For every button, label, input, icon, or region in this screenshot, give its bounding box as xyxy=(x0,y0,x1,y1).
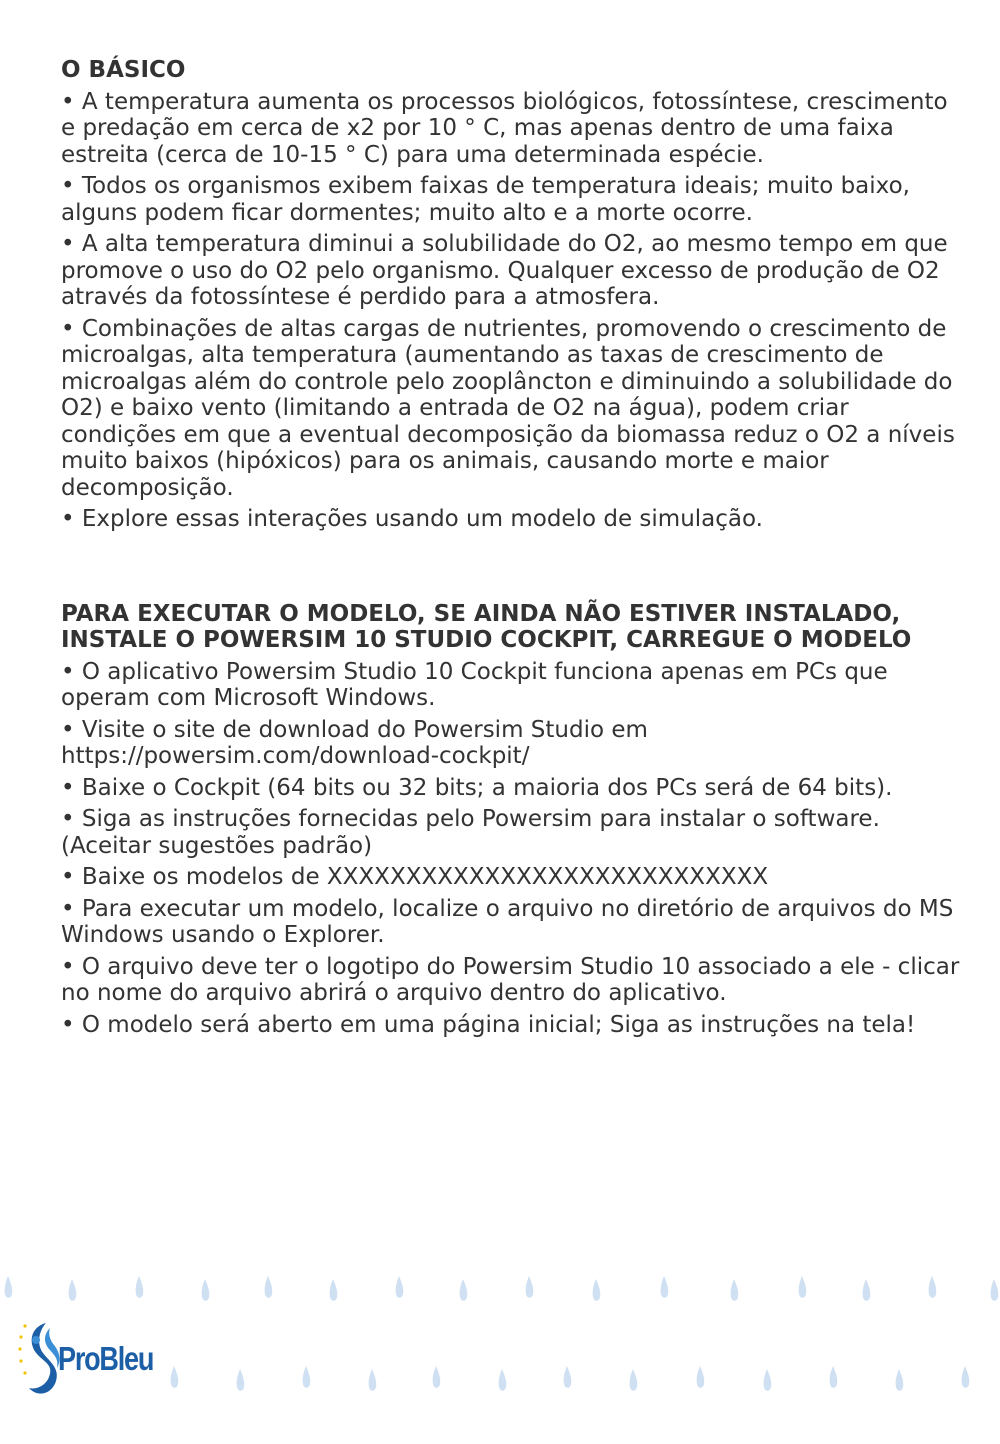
bullet-paragraph: • O aplicativo Powersim Studio 10 Cockpit funciona apenas em PCs que operam com Microsoft Windows. xyxy=(61,658,888,711)
water-drop-icon xyxy=(303,1366,311,1388)
water-drop-icon xyxy=(564,1366,572,1388)
bullet-paragraph: • Baixe os modelos de XXXXXXXXXXXXXXXXXXXXXXXXXXXX xyxy=(61,864,769,890)
water-drop-icon xyxy=(202,1279,210,1301)
section-run-model xyxy=(61,601,966,1039)
bullet-paragraph: • Explore essas interações usando um modelo de simulação. xyxy=(61,506,763,532)
water-drop-icon xyxy=(962,1366,970,1388)
document-body xyxy=(61,57,966,1038)
water-drop-icon xyxy=(69,1279,77,1301)
water-drop-icon xyxy=(499,1369,507,1391)
bullet-paragraph: • Para executar um modelo, localize o arquivo no diretório de arquivos do MS Windows usando o Explorer. xyxy=(61,895,954,948)
water-drop-icon xyxy=(731,1279,739,1301)
section-basics xyxy=(61,57,966,533)
water-drop-icon xyxy=(593,1279,601,1301)
water-drop-icon xyxy=(661,1276,669,1298)
water-drop-icon xyxy=(764,1369,772,1391)
bullet-paragraph: • A alta temperatura diminui a solubilidade do O2, ao mesmo tempo em que promove o uso do O2 pelo organismo. Qualquer excesso de produção de O2 através da fotossíntese é perdido para a atmosfera. xyxy=(61,231,948,310)
water-drop-icon xyxy=(5,1276,13,1298)
logo-star-icon xyxy=(19,1359,22,1362)
logo-star-icon xyxy=(19,1335,22,1338)
bullet-paragraph: • Combinações de altas cargas de nutrientes, promovendo o crescimento de microalgas, alta temperatura (aumentando as taxas de crescimento de microalgas além do controle pelo zooplâncton e diminuindo a solubilidade do O2) e baixo vento (limitando a entrada de O2 na água), podem criar condições em que a eventual decomposição da biomassa reduz o O2 a níveis muito baixos (hipóxicos) para os animais, causando morte e maior decomposição. xyxy=(61,315,955,501)
bullet-paragraph: • A temperatura aumenta os processos biológicos, fotossíntese, crescimento e predação em cerca de x2 por 10 ° C, mas apenas dentro de uma faixa estreita (cerca de 10-15 ° C) para uma determinada espécie. xyxy=(61,88,948,168)
bullet-paragraph: • Todos os organismos exibem faixas de temperatura ideais; muito baixo, alguns podem ficar dormentes; muito alto e a morte ocorre. xyxy=(61,173,910,226)
water-drop-icon xyxy=(460,1279,468,1301)
water-drop-icon xyxy=(396,1276,404,1298)
water-drop-icon xyxy=(830,1366,838,1388)
water-drop-icon xyxy=(526,1276,534,1298)
water-drop-icon xyxy=(929,1276,937,1298)
logo-star-icon xyxy=(23,1324,26,1327)
water-drop-icon xyxy=(433,1366,441,1388)
water-drop-icon xyxy=(991,1279,999,1301)
logo-star-icon xyxy=(18,1347,21,1350)
bullet-paragraph: • Baixe o Cockpit (64 bits ou 32 bits; a maioria dos PCs será de 64 bits). xyxy=(61,774,893,801)
water-drop-icon xyxy=(330,1279,338,1301)
water-drop-icon xyxy=(171,1366,179,1388)
logo-text: ProBleu xyxy=(58,1340,154,1377)
logo-star-icon xyxy=(23,1371,26,1374)
bullet-paragraph: • Siga as instruções fornecidas pelo Powersim para instalar o software. (Aceitar sugestões padrão) xyxy=(61,806,880,859)
bullet-paragraph: • O arquivo deve ter o logotipo do Powersim Studio 10 associado a ele - clicar no nome do arquivo abrirá o arquivo dentro do aplicativo. xyxy=(61,953,960,1006)
water-drop-icon xyxy=(369,1369,377,1391)
water-drop-icon xyxy=(799,1276,807,1298)
water-drop-icon xyxy=(265,1276,273,1298)
bullet-paragraph: • O modelo será aberto em uma página inicial; Siga as instruções na tela! xyxy=(61,1011,916,1038)
bullet-paragraph: • Visite o site de download do Powersim Studio em https://powersim.com/download-cockpit/ xyxy=(61,716,648,769)
water-drop-icon xyxy=(630,1369,638,1391)
water-drop-icon xyxy=(136,1276,144,1298)
section-heading-basics: O BÁSICO xyxy=(61,57,186,83)
water-drop-icon xyxy=(863,1279,871,1301)
water-drop-icon xyxy=(237,1369,245,1391)
section-heading-run-model: PARA EXECUTAR O MODELO, SE AINDA NÃO ESTIVER INSTALADO, INSTALE O POWERSIM 10 STUDIO COCKPIT, CARREGUE O MODELO xyxy=(61,600,912,653)
water-drop-icon xyxy=(697,1366,705,1388)
water-drop-icon xyxy=(896,1369,904,1391)
